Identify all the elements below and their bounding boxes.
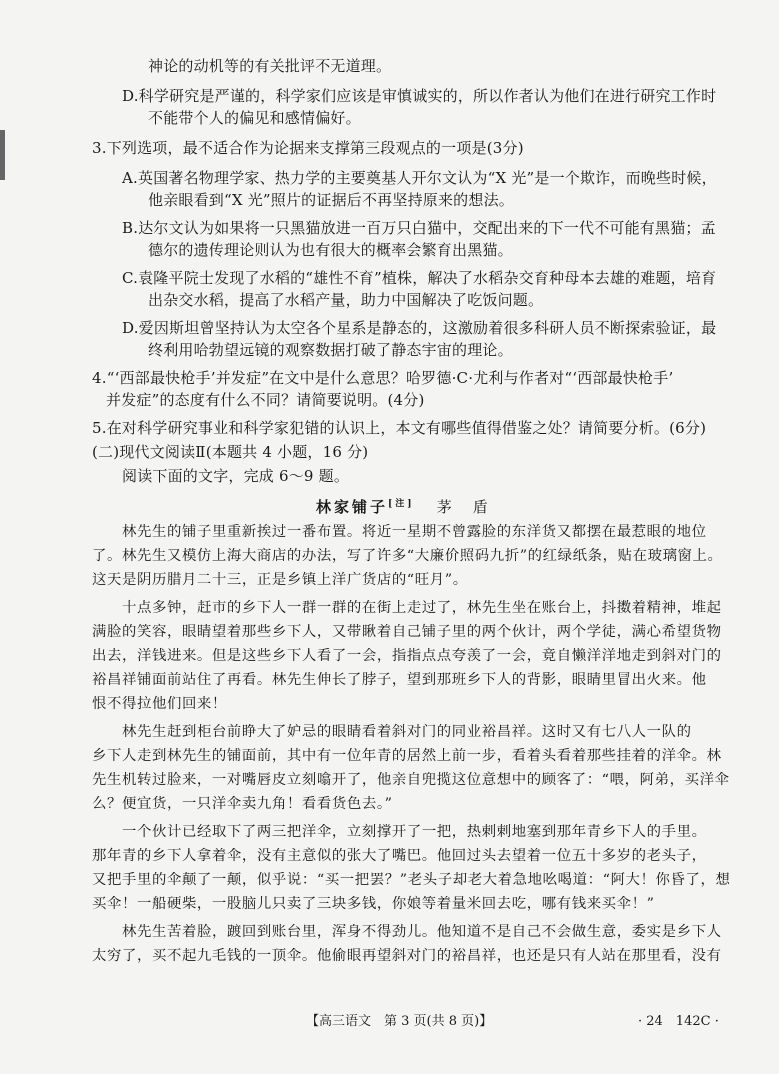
q3-option-c-line-2: 出杂交水稻，提高了水稻产量，助力中国解决了吃饭问题。 bbox=[148, 291, 544, 309]
article-title-line bbox=[316, 494, 491, 517]
option-c-continuation: 神论的动机等的有关批评不无道理。 bbox=[148, 57, 392, 75]
article-line: 又把手里的伞颠了一颠，似乎说：“买一把罢？”老头子却老大着急地吆喝道：“阿大！你昏了，想 bbox=[92, 872, 731, 888]
article-line: 一个伙计已经取下了两三把洋伞，立刻撑开了一把，热剌剌地塞到那年青乡下人的手里。 bbox=[122, 824, 707, 840]
q3-option-b-line-1: B.达尔文认为如果将一只黑猫放进一百万只白猫中，交配出来的下一代不可能有黑猫；孟 bbox=[122, 219, 716, 237]
q3-option-d-line-2: 终利用哈勃望远镜的观察数据打破了静态宇宙的理论。 bbox=[148, 341, 513, 359]
q3-option-c-line-1: C.袁隆平院士发现了水稻的“雄性不育”植株，解决了水稻杂交育种母本去雄的难题，培育 bbox=[122, 269, 717, 287]
section-2-instruction: 阅读下面的文字，完成 6～9 题。 bbox=[122, 467, 350, 485]
option-d-line-2: 不能带个人的偏见和感情偏好。 bbox=[148, 109, 361, 127]
article-title: 林家铺子 bbox=[316, 498, 389, 516]
article-line: 林先生赶到柜台前睁大了妒忌的眼睛看着斜对门的同业裕昌祥。这时又有七八人一队的 bbox=[122, 724, 692, 740]
q3-option-a-line-1: A.英国著名物理学家、热力学的主要奠基人开尔文认为“X 光”是一个欺诈，而晚些时候， bbox=[122, 169, 717, 187]
article-line: 出去，洋钱进来。但是这些乡下人看了一会，指指点点夸羡了一会，竟自懒洋洋地走到斜对门的 bbox=[92, 648, 722, 664]
question-3-stem: 3.下列选项，最不适合作为论据来支撑第三段观点的一项是(3分) bbox=[92, 139, 524, 157]
article-line: 买伞！一船硬柴，一股脑儿只卖了三块多钱，你娘等着量米回去吃，哪有钱来买伞！” bbox=[92, 896, 655, 912]
article-line: 先生机转过脸来，一对嘴唇皮立刻噏开了，他亲自兜揽这位意想中的顾客了：“喂，阿弟，买洋伞 bbox=[92, 772, 730, 788]
page-footer-code: · 24 142C · bbox=[638, 1014, 719, 1029]
footnote-marker: [注] bbox=[388, 499, 415, 509]
article-author: 茅 盾 bbox=[436, 498, 491, 516]
q3-option-d-line-1: D.爱因斯坦曾坚持认为太空各个星系是静态的，这激励着很多科研人员不断探索验证，最 bbox=[122, 319, 717, 337]
q3-option-a-line-2: 他亲眼看到“X 光”照片的证据后不再坚持原来的想法。 bbox=[148, 191, 514, 209]
section-2-heading: (二)现代文阅读Ⅱ(本题共 4 小题，16 分) bbox=[92, 443, 369, 461]
article-line: 乡下人走到林先生的铺面前，其中有一位年青的居然上前一步，看着头看着那些挂着的洋伞。林 bbox=[92, 748, 722, 764]
article-line: 这天是阴历腊月二十三，正是乡镇上洋广货店的“旺月”。 bbox=[92, 572, 468, 588]
question-4-line-2: 并发症”的态度有什么不同？请简要说明。(4分) bbox=[106, 391, 425, 409]
option-d-line-1: D.科学研究是严谨的，科学家们应该是审慎诚实的，所以作者认为他们在进行研究工作时 bbox=[122, 87, 717, 105]
article-line: 林先生苦着脸，踱回到账台里，浑身不得劲儿。他知道不是自己不会做生意，委实是乡下人 bbox=[122, 924, 722, 940]
question-4-line-1: 4.“‘西部最快枪手’并发症”在文中是什么意思？哈罗德·C·尤利与作者对“‘西部最快枪手’ bbox=[92, 369, 674, 387]
article-line: 十点多钟，赶市的乡下人一群一群的在街上走过了，林先生坐在账台上，抖擞着精神，堆起 bbox=[122, 600, 722, 616]
article-line: 满脸的笑容，眼睛望着那些乡下人，又带瞅着自己铺子里的两个伙计，两个学徒，满心希望货物 bbox=[92, 624, 722, 640]
page-footer-info: 【高三语文 第 3 页(共 8 页)】 bbox=[306, 1014, 493, 1029]
article-line: 林先生的铺子里重新挨过一番布置。将近一星期不曾露脸的东洋货又都摆在最惹眼的地位 bbox=[122, 524, 707, 540]
q3-option-b-line-2: 德尔的遗传理论则认为也有很大的概率会繁育出黑猫。 bbox=[148, 241, 513, 259]
article-line: 那年青的乡下人拿着伞，没有主意似的张大了嘴巴。他回过头去望着一位五十多岁的老头子， bbox=[92, 848, 707, 864]
scan-margin-mark bbox=[0, 130, 5, 180]
article-line: 太穷了，买不起九毛钱的一顶伞。他偷眼再望斜对门的裕昌祥，也还是只有人站在那里看，没有 bbox=[92, 948, 722, 964]
question-5: 5.在对科学研究事业和科学家犯错的认识上，本文有哪些值得借鉴之处？请简要分析。(6分) bbox=[92, 419, 707, 437]
article-line: 了。林先生又模仿上海大商店的办法，写了许多“大廉价照码九折”的红绿纸条，贴在玻璃窗上。 bbox=[92, 548, 723, 564]
article-line: 么？便宜货，一只洋伞卖九角！看看货色去。” bbox=[92, 796, 393, 812]
article-line: 恨不得拉他们回来！ bbox=[92, 696, 227, 712]
article-line: 裕昌祥铺面前站住了再看。林先生伸长了脖子，望到那班乡下人的背影，眼睛里冒出火来。他 bbox=[92, 672, 707, 688]
